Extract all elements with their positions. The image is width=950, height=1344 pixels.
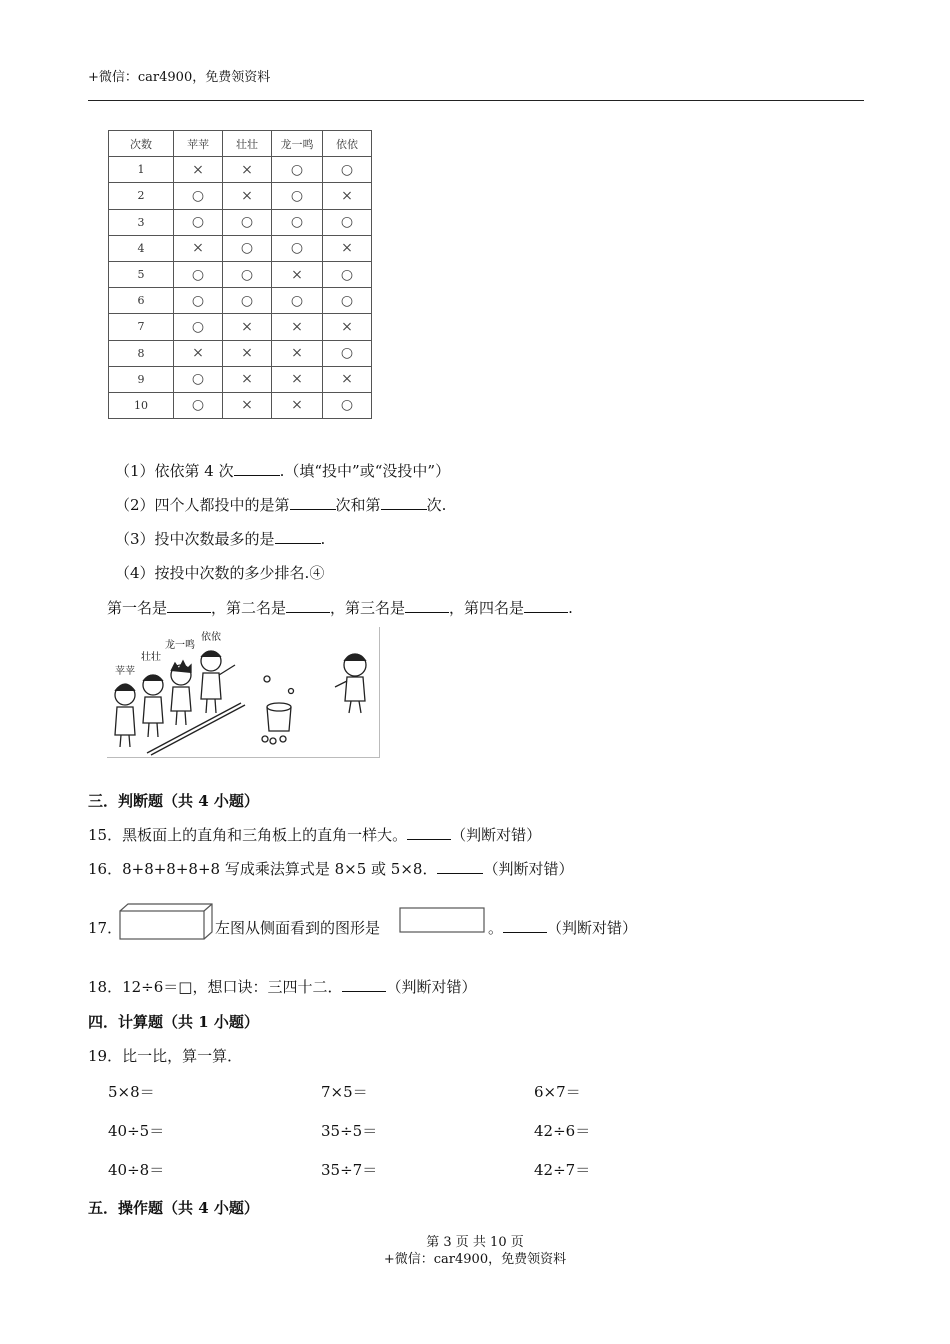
q16-text: 16．8+8+8+8+8 写成乘法算式是 8×5 或 5×8．	[88, 860, 438, 878]
table-cell: ○	[272, 183, 323, 209]
table-cell: ○	[174, 183, 223, 209]
table-cell: ○	[174, 314, 223, 340]
table-cell: ○	[223, 209, 272, 235]
header-text: +微信：car4900，免费领资料	[88, 70, 271, 85]
rank-end: .	[568, 599, 573, 617]
q17	[88, 917, 122, 938]
q14-part3	[115, 528, 325, 549]
table-header-cell: 苹苹	[174, 131, 223, 157]
calc-item: 6×7＝	[534, 1083, 581, 1101]
table-cell: ○	[323, 340, 372, 366]
q14-part2	[115, 494, 446, 515]
table-cell: ×	[323, 235, 372, 261]
table-cell: ×	[272, 314, 323, 340]
q14-part1-suffix: .（填“投中”或“没投中”）	[279, 462, 451, 480]
q18-hint: （判断对错）	[386, 978, 477, 996]
table-row	[109, 314, 372, 340]
table-cell: ○	[174, 288, 223, 314]
table-cell: ○	[174, 209, 223, 235]
cuboid-figure	[118, 903, 214, 941]
rank-3-label: ，第三名是	[330, 599, 406, 617]
calc-item: 40÷8＝	[108, 1161, 165, 1179]
calc-item: 42÷7＝	[534, 1161, 591, 1179]
header-rule	[88, 100, 864, 101]
q14-part2-text: （2）四个人都投中的是第	[115, 496, 290, 514]
table-cell: ○	[223, 288, 272, 314]
children-throwing-illustration	[107, 627, 380, 758]
q16-hint: （判断对错）	[483, 860, 574, 878]
table-header-cell: 依依	[323, 131, 372, 157]
name-label-longyiming: 龙一鸣	[165, 640, 195, 651]
table-cell: 9	[109, 366, 174, 392]
table-cell: ○	[323, 392, 372, 418]
q17-period: 。	[488, 919, 504, 937]
table-cell: ○	[323, 288, 372, 314]
q15-hint: （判断对错）	[451, 826, 542, 844]
table-cell: ○	[174, 392, 223, 418]
table-row	[109, 183, 372, 209]
table-cell: 1	[109, 157, 174, 183]
table-cell: 5	[109, 261, 174, 287]
table-cell: ○	[174, 261, 223, 287]
section5-title: 五．操作题（共 4 小题）	[88, 1199, 259, 1217]
answer-blank[interactable]	[275, 529, 321, 544]
q17-body	[215, 917, 380, 938]
table-cell: ○	[272, 157, 323, 183]
answer-blank[interactable]	[290, 495, 336, 510]
calc-item: 42÷6＝	[534, 1122, 591, 1140]
q14-part1	[115, 460, 450, 481]
table-cell: ×	[223, 314, 272, 340]
q19-title: 19．比一比，算一算．	[88, 1047, 243, 1065]
children-illustration-svg	[107, 627, 379, 757]
table-cell: ○	[272, 209, 323, 235]
children-group	[115, 651, 366, 755]
q14-part4: （4）按投中次数的多少排名.④	[115, 564, 325, 582]
q14-part3-text: （3）投中次数最多的是	[115, 530, 275, 548]
table-cell: ×	[272, 392, 323, 418]
calc-item: 7×5＝	[321, 1083, 368, 1101]
table-cell: ×	[223, 183, 272, 209]
calc-item: 35÷7＝	[321, 1161, 378, 1179]
q17-tail	[488, 917, 637, 938]
table-cell: 3	[109, 209, 174, 235]
table-header-cell: 龙一鸣	[272, 131, 323, 157]
answer-blank[interactable]	[524, 598, 568, 613]
page-number: 第 3 页 共 10 页	[426, 1235, 524, 1250]
shooting-record-table	[108, 130, 372, 419]
table-row	[109, 340, 372, 366]
table-cell: ×	[323, 183, 372, 209]
section3-title: 三．判断题（共 4 小题）	[88, 792, 259, 810]
table-cell: ○	[272, 235, 323, 261]
q18-text: 18．12÷6＝□，想口诀：三四十二．	[88, 978, 343, 996]
table-cell: 7	[109, 314, 174, 340]
q18	[88, 976, 476, 997]
table-header-cell: 壮壮	[223, 131, 272, 157]
q14-part3-suffix: .	[320, 530, 326, 548]
table-row	[109, 157, 372, 183]
table-row	[109, 209, 372, 235]
table-cell: 6	[109, 288, 174, 314]
table-cell: 4	[109, 235, 174, 261]
name-label-yiyi: 依依	[201, 632, 221, 643]
table-cell: ×	[174, 340, 223, 366]
table-cell: ○	[323, 209, 372, 235]
table-header-row	[109, 131, 372, 157]
table-cell: ×	[223, 157, 272, 183]
table-row	[109, 288, 372, 314]
answer-blank[interactable]	[167, 598, 211, 613]
q15	[88, 824, 541, 845]
table-cell: ×	[223, 366, 272, 392]
table-cell: 10	[109, 392, 174, 418]
q14-part2-mid: 次和第	[335, 496, 381, 514]
table-cell: ○	[323, 261, 372, 287]
q14-part1-text: （1）依依第 4 次	[115, 462, 234, 480]
table-cell: ×	[272, 340, 323, 366]
table-cell: ○	[272, 288, 323, 314]
answer-blank[interactable]	[503, 918, 547, 933]
table-row	[109, 366, 372, 392]
table-cell: ×	[223, 340, 272, 366]
q15-text: 15．黑板面上的直角和三角板上的直角一样大。	[88, 826, 408, 844]
table-cell: ×	[272, 366, 323, 392]
table-cell: ×	[272, 261, 323, 287]
calc-item: 40÷5＝	[108, 1122, 165, 1140]
q14-ranking	[107, 597, 573, 618]
q17-text: 左图从侧面看到的图形是	[215, 919, 381, 937]
answer-blank[interactable]	[342, 977, 386, 992]
q16	[88, 858, 573, 879]
table-cell: ○	[223, 261, 272, 287]
q17-number: 17．	[88, 919, 123, 937]
name-label-zhuangzhuang: 壮壮	[141, 652, 161, 663]
table-cell: ×	[323, 366, 372, 392]
table-cell: ×	[174, 157, 223, 183]
table-cell: ○	[323, 157, 372, 183]
name-label-pingping: 苹苹	[115, 666, 135, 677]
rank-2-label: ，第二名是	[211, 599, 287, 617]
table-header-cell: 次数	[109, 131, 174, 157]
side-view-rectangle	[398, 906, 488, 936]
q14-part2-suffix: 次.	[426, 496, 447, 514]
table-cell: 2	[109, 183, 174, 209]
calc-item: 35÷5＝	[321, 1122, 378, 1140]
calc-item: 5×8＝	[108, 1083, 155, 1101]
answer-blank[interactable]	[286, 598, 330, 613]
answer-blank[interactable]	[405, 598, 449, 613]
rank-4-label: ，第四名是	[449, 599, 525, 617]
table-row	[109, 392, 372, 418]
table-cell: ○	[223, 235, 272, 261]
answer-blank[interactable]	[381, 495, 427, 510]
q17-hint: （判断对错）	[547, 919, 638, 937]
table-row	[109, 261, 372, 287]
answer-blank[interactable]	[407, 825, 451, 840]
table-cell: ×	[323, 314, 372, 340]
answer-blank[interactable]	[234, 461, 280, 476]
section4-title: 四．计算题（共 1 小题）	[88, 1013, 259, 1031]
rank-1-label: 第一名是	[107, 599, 168, 617]
table-cell: ○	[174, 366, 223, 392]
footer-text: +微信：car4900，免费领资料	[383, 1252, 567, 1267]
table-cell: 8	[109, 340, 174, 366]
table-cell: ×	[223, 392, 272, 418]
answer-blank[interactable]	[437, 859, 483, 874]
table-cell: ×	[174, 235, 223, 261]
table-row	[109, 235, 372, 261]
